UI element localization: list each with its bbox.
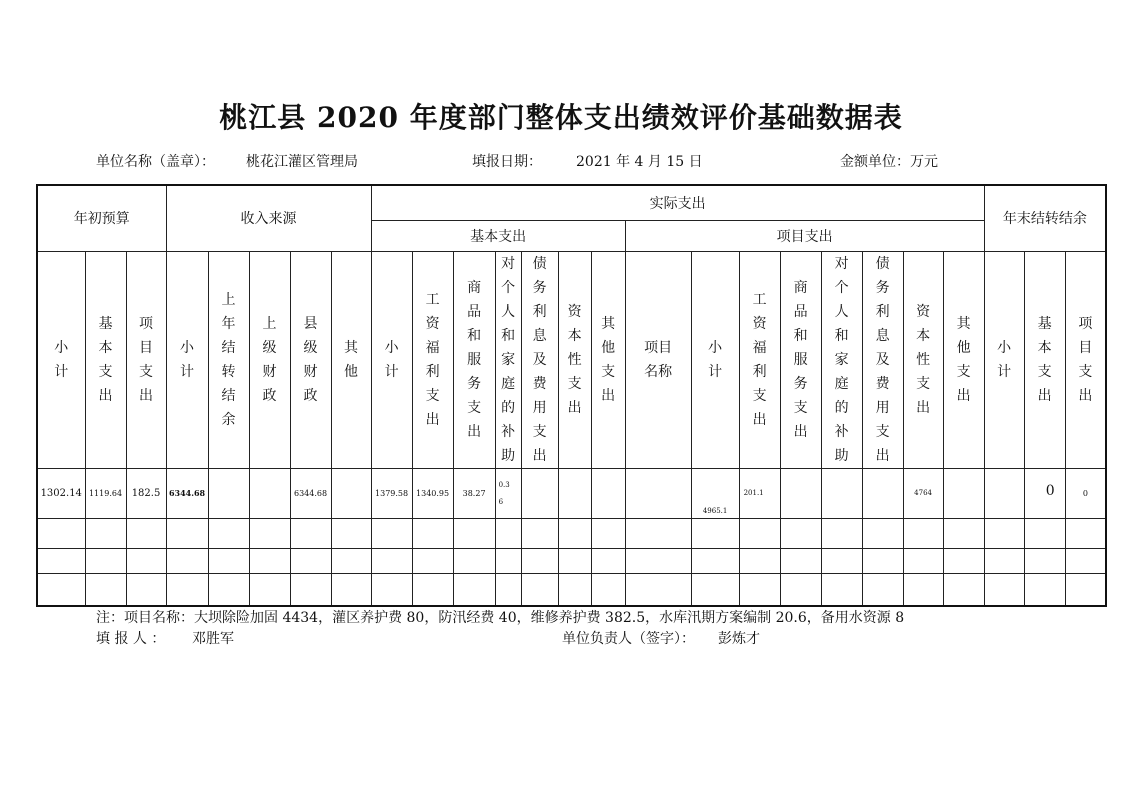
cell-empty: [943, 468, 984, 518]
leader-name: 彭炼才: [718, 631, 760, 647]
cell-basic-goods: 38.27: [453, 468, 495, 518]
header-budget-basic: 基本支出: [85, 251, 126, 468]
cell-budget-basic: 1119.64: [85, 468, 126, 518]
header-project-goods: 商品和服务支出: [780, 251, 821, 468]
header-end-subtotal: 小计: [984, 251, 1024, 468]
header-income-subtotal: 小计: [166, 251, 208, 468]
cell-budget-project: 182.5: [126, 468, 166, 518]
cell-project-capital: 4764: [903, 468, 943, 518]
header-basic-debt: 债务利息及费用支出: [521, 251, 558, 468]
cell-empty: [249, 468, 290, 518]
cell-empty: [862, 468, 903, 518]
header-county-finance: 县级财政: [290, 251, 331, 468]
header-basic-goods: 商品和服务支出: [453, 251, 495, 468]
cell-empty: [821, 468, 862, 518]
cell-project-subtotal: 4965.1: [691, 468, 739, 518]
header-project-expense: 项目支出: [625, 220, 984, 251]
header-income-source: 收入来源: [166, 185, 371, 251]
header-project-debt: 债务利息及费用支出: [862, 251, 903, 468]
cell-basic-wages: 1340.95: [412, 468, 453, 518]
header-project-capital: 资本性支出: [903, 251, 943, 468]
cell-empty: [591, 468, 625, 518]
header-project-subtotal: 小计: [691, 251, 739, 468]
unit-name-label: 单位名称（盖章）：: [96, 154, 215, 170]
cell-empty: [625, 468, 691, 518]
cell-empty: [558, 468, 591, 518]
cell-empty: [331, 468, 371, 518]
header-basic-expense: 基本支出: [371, 220, 625, 251]
cell-empty: [984, 468, 1024, 518]
cell-basic-subtotal: 1379.58: [371, 468, 412, 518]
project-note: 注：项目名称：大坝除险加固 4434，灌区养护费 80，防汛经费 40，维修养护费 382.5，水库汛期方案编制 20.6，备用水资源 8: [96, 610, 905, 626]
header-basic-capital: 资本性支出: [558, 251, 591, 468]
header-end-project: 项目支出: [1065, 251, 1106, 468]
cell-empty: [208, 468, 249, 518]
filler-name: 邓胜军: [192, 631, 234, 647]
table-row: [37, 548, 1106, 573]
performance-data-table: [36, 184, 1107, 607]
cell-income-subtotal: 6344.68: [166, 468, 208, 518]
header-actual-expense: 实际支出: [371, 185, 984, 220]
fill-date-label: 填报日期：: [472, 154, 542, 170]
header-income-other: 其他: [331, 251, 371, 468]
header-end-basic: 基本支出: [1024, 251, 1065, 468]
header-year-end-balance: 年末结转结余: [984, 185, 1106, 251]
header-basic-wages: 工资福利支出: [412, 251, 453, 468]
page-title: 桃江县 2020 年度部门整体支出绩效评价基础数据表: [219, 101, 903, 134]
cell-income-county: 6344.68: [290, 468, 331, 518]
cell-empty: [521, 468, 558, 518]
cell-budget-subtotal: 1302.14: [37, 468, 85, 518]
header-basic-subtotal: 小计: [371, 251, 412, 468]
header-prev-balance: 上年结转结余: [208, 251, 249, 468]
cell-empty: [780, 468, 821, 518]
amount-unit: 金额单位：万元: [840, 154, 938, 170]
header-basic-personal: 对个人和家庭的补助: [495, 251, 521, 468]
header-budget-subtotal: 小计: [37, 251, 85, 468]
header-project-wages: 工资福利支出: [739, 251, 780, 468]
fill-date-value: 2021 年 4 月 15 日: [576, 154, 703, 170]
header-basic-other: 其他支出: [591, 251, 625, 468]
filler-label: 填 报 人 ：: [96, 631, 166, 647]
header-budget-project: 项目支出: [126, 251, 166, 468]
header-project-personal: 对个人和家庭的补助: [821, 251, 862, 468]
header-project-name: 项目名称: [625, 251, 691, 468]
leader-label: 单位负责人（签字）：: [562, 631, 695, 647]
unit-name-value: 桃花江灌区管理局: [246, 154, 358, 170]
header-upper-finance: 上级财政: [249, 251, 290, 468]
cell-end-basic: 0: [1024, 468, 1065, 518]
cell-project-wages: 201.1: [739, 468, 780, 518]
table-row: [37, 573, 1106, 606]
table-row: [37, 518, 1106, 548]
table-row: [37, 468, 1106, 518]
header-project-other: 其他支出: [943, 251, 984, 468]
cell-end-project: 0: [1065, 468, 1106, 518]
cell-basic-personal: 0.3 6: [495, 468, 521, 518]
header-annual-budget: 年初预算: [37, 185, 166, 251]
